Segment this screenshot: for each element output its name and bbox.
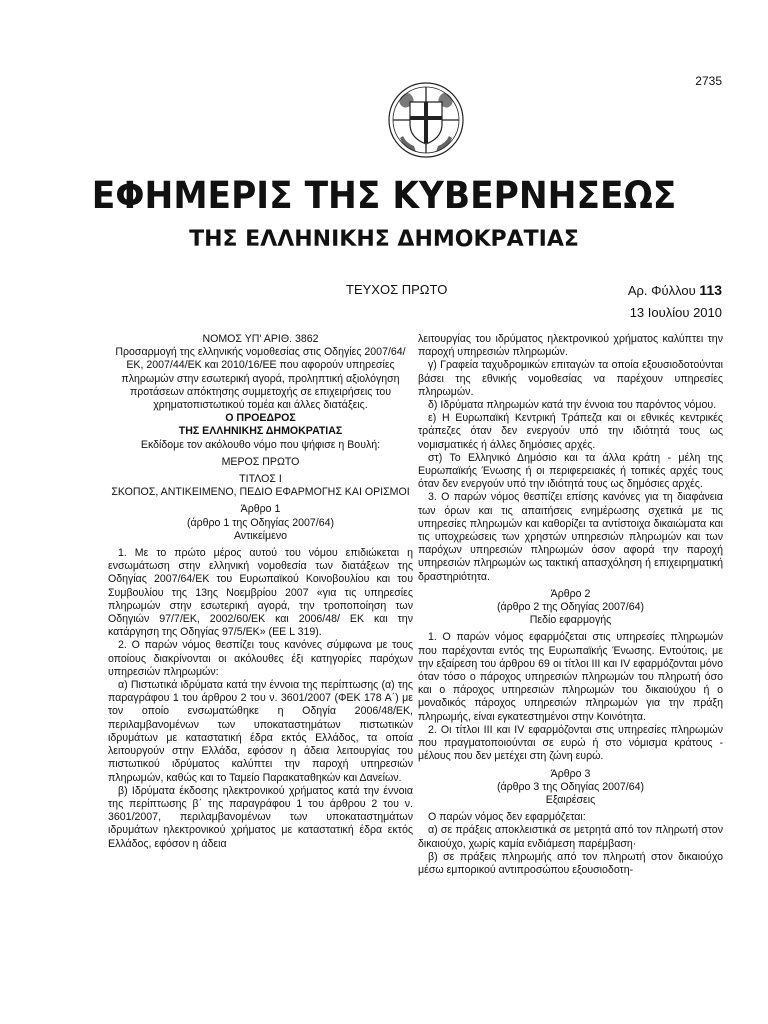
masthead (0, 170, 768, 254)
paragraph: 2. Ο παρών νόμος θεσπίζει τους κανόνες σύμφωνα με τους οποίους διακρίνονται οι ακόλουθες έξι κατηγορίες παρόχων υπηρεσιών πληρωμών: (108, 639, 413, 678)
page-number: 2735 (695, 74, 722, 88)
section-heading: ΝΟΜΟΣ ΥΠ' ΑΡΙΘ. 3862 (202, 333, 319, 345)
section-heading: ΤΗΣ ΕΛΛΗΝΙΚΗΣ ΔΗΜΟΚΡΑΤΙΑΣ (178, 425, 343, 438)
section-heading: ΜΕΡΟΣ ΠΡΩΤΟ (221, 455, 300, 468)
section-heading: Άρθρο 3 (550, 767, 591, 780)
section-heading: Πεδίο εφαρμογής (529, 614, 612, 627)
section-heading: Εκδίδομε τον ακόλουθο νόμο που ψήφισε η Βουλή: (140, 438, 381, 451)
paragraph: 3. Ο παρών νόμος θεσπίζει επίσης κανόνες για τη διαφάνεια των όρων και τις απαιτήσεις ενημέρωσης σχετικά με τις υπηρεσίες πληρωμών και καθορίζει τα αντίστοιχα δικαιώματα και τις υποχρεώσεις των χρηστών υπηρεσιών πληρωμών και των παρόχων υπηρεσιών πληρωμών όσον αφορά την παροχή υπηρεσιών πληρωμών ως τακτική απασχόληση ή επιχειρηματική δραστηριότητα. (418, 491, 723, 583)
paragraph: β) σε πράξεις πληρωμής από τον πληρωτή στον δικαιούχο μέσω εμπορικού αντιπροσώπου εξουσιοδοτη- (418, 850, 723, 876)
section-heading: (άρθρο 3 της Οδηγίας 2007/64) (496, 780, 645, 793)
paragraph: στ) Το Ελληνικό Δημόσιο και τα άλλα κράτη - μέλη της Ευρωπαϊκής Ένωσης ή οι περιφερειακές ή τοπικές αρχές τους όταν δεν ενεργούν υπό την ιδιότητά τους ως δημόσιες αρχές. (418, 451, 723, 491)
paragraph: ε) Η Ευρωπαϊκή Κεντρική Τράπεζα και οι εθνικές κεντρικές τράπεζες όταν δεν ενεργούν υπό την ιδιότητά τους ως νομισματικές ή άλλες δημόσιες αρχές. (418, 412, 723, 451)
paragraph: 1. Με το πρώτο μέρος αυτού του νόμου επιδιώκεται η ενσωμάτωση στην ελληνική νομοθεσία των διατάξεων της Οδηγίας 2007/64/ΕΚ του Ευρωπαϊκού Κοινοβουλίου και του Συμβουλίου της 13ης Νοεμβρίου 2007 «για τις υπηρεσίες πληρωμών στην εσωτερική αγορά, την τροποποίηση των Οδηγιών 97/7/ΕΚ, 2002/60/ΕΚ και 2006/48/ ΕΚ και την κατάργηση της Οδηγίας 97/5/ΕΚ» (ΕΕ L 319). (108, 547, 413, 639)
section-heading: Αντικείμενο (233, 529, 288, 542)
sheet-number (628, 282, 722, 298)
right-column (418, 333, 723, 877)
section-heading: Ο ΠΡΟΕΔΡΟΣ (225, 412, 296, 425)
coat-of-arms-emblem (386, 80, 466, 160)
paragraph: δ) Ιδρύματα πληρωμών κατά την έννοια του παρόντος νόμου. (428, 399, 717, 412)
paragraph: α) Πιστωτικά ιδρύματα κατά την έννοια της περίπτωσης (α) της παραγράφου 1 του άρθρου 2 του ν. 3601/2007 (ΦΕΚ 178 Α΄) με τον οποίο ενσωματώθηκε η Οδηγία 2006/48/ΕΚ, περιλαμβανομένων των υποκαταστημάτων πιστωτικών ιδρυμάτων με καταστατική έδρα εκτός Ελλάδος, τα οποία λειτουργούν στην Ελλάδα, εφόσον η άδεια λειτουργίας του πιστωτικού ιδρύματος καλύπτει την παροχή υπηρεσιών πληρωμών, καθώς και το Ταμείο Παρακαταθηκών και Δανείων. (108, 679, 413, 784)
issue-label: ΤΕΥΧΟΣ ΠΡΩΤΟ (346, 282, 448, 297)
section-heading: ΣΚΟΠΟΣ, ΑΝΤΙΚΕΙΜΕΝΟ, ΠΕΔΙΟ ΕΦΑΡΜΟΓΗΣ ΚΑΙ ΟΡΙΣΜΟΙ (111, 486, 410, 499)
sheet-label: Αρ. Φύλλου (627, 283, 696, 298)
section-heading: (άρθρο 2 της Οδηγίας 2007/64) (496, 601, 645, 614)
paragraph: λειτουργίας του ιδρύματος ηλεκτρονικού χρήματος καλύπτει την παροχή υπηρεσιών πληρωμών. (418, 333, 723, 359)
issue-date: 13 Ιουλίου 2010 (629, 305, 722, 320)
section-heading: Άρθρο 1 (240, 503, 281, 516)
issue-row (0, 282, 768, 302)
paragraph: 1. Ο παρών νόμος εφαρμόζεται στις υπηρεσίες πληρωμών που παρέχονται εντός της Ευρωπαϊκής Ένωσης. Εντούτοις, με την εξαίρεση του άρθρου 69 οι τίτλοι ΙΙΙ και IV εφαρμόζονται μόνο όταν τόσο ο πάροχος υπηρεσιών πληρωμών του πληρωτή όσο και ο πάροχος υπηρεσιών πληρωμών του δικαιούχου ή ο μοναδικός πάροχος υπηρεσιών πληρωμών για την πράξη πληρωμής, είναι εγκατεστημένοι στην Κοινότητα. (418, 631, 723, 723)
left-column (108, 333, 413, 851)
section-heading: (άρθρο 1 της Οδηγίας 2007/64) (186, 516, 335, 529)
paragraph: α) σε πράξεις αποκλειστικά σε μετρητά από τον πληρωτή στον δικαιούχο, χωρίς καμία ενδιάμεση παρέμβαση· (418, 824, 723, 850)
section-heading: Προσαρμογή της ελληνικής νομοθεσίας στις Οδηγίες 2007/64/ΕΚ, 2007/44/ΕΚ και 2010/16/ΕΕ που αφορούν υπηρεσίες πληρωμών στην εσωτερική αγορά, προληπτική αξιολόγηση προτάσεων απόκτησης συμμετοχής σε επιχειρήσεις του χρηματοπιστωτικού τομέα και άλλες διατάξεις. (115, 346, 406, 412)
paragraph: β) Ιδρύματα έκδοσης ηλεκτρονικού χρήματος κατά την έννοια της περίπτωσης β΄ της παραγράφου 1 του άρθρου 2 του ν. 3601/2007, περιλαμβανομένων των υποκαταστημάτων ιδρυμάτων ηλεκτρονικού χρήματος με καταστατική έδρα εκτός Ελλάδος, εφόσον η άδεια (108, 784, 413, 850)
section-heading: Εξαιρέσεις (545, 793, 596, 806)
section-heading: ΤΙΤΛΟΣ Ι (239, 473, 282, 486)
sheet-number-value: 113 (699, 282, 722, 298)
gazette-subtitle: ΤΗΣ ΕΛΛΗΝΙΚΗΣ ΔΗΜΟΚΡΑΤΙΑΣ (189, 227, 579, 252)
paragraph: γ) Γραφεία ταχυδρομικών επιταγών τα οποία εξουσιοδοτούνται βάσει της εθνικής νομοθεσίας να παρέχουν υπηρεσίες πληρωμών. (418, 359, 723, 398)
paragraph: Ο παρών νόμος δεν εφαρμόζεται: (428, 811, 586, 824)
gazette-title: ΕΦΗΜΕΡΙΣ ΤΗΣ ΚΥΒΕΡΝΗΣΕΩΣ (91, 174, 677, 217)
section-heading: Άρθρο 2 (550, 587, 591, 600)
paragraph: 2. Οι τίτλοι ΙΙΙ και IV εφαρμόζονται στις υπηρεσίες πληρωμών που πραγματοποιούνται σε ευρώ ή στο νόμισμα κράτους - μέλους που δεν μετέχει στη ζώνη ευρώ. (418, 723, 723, 763)
